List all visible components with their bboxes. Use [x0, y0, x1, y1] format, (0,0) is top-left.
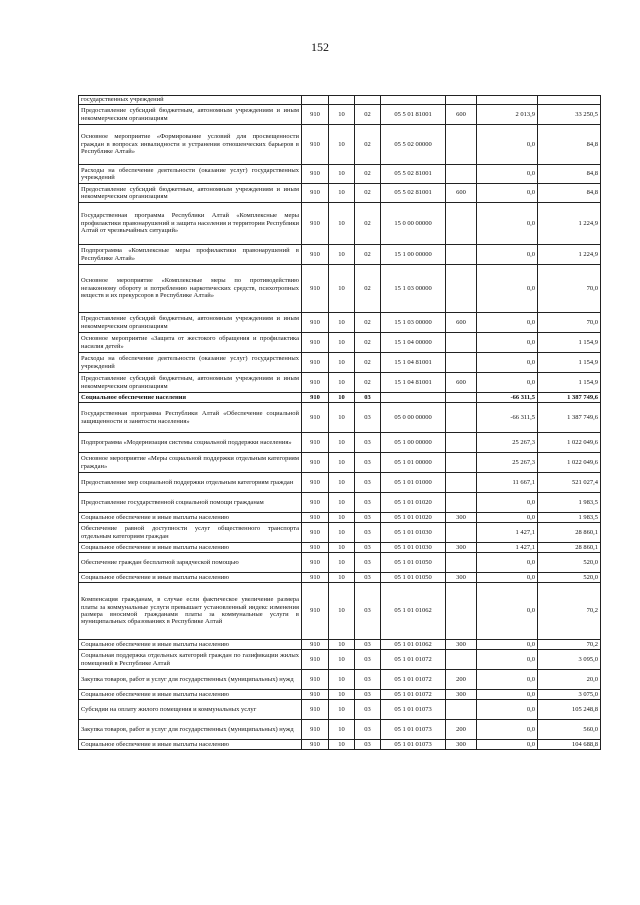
section-code-cell: 10	[329, 473, 355, 493]
ministry-code-cell: 910	[302, 700, 329, 720]
total-amount-cell: 520,0	[538, 553, 601, 573]
target-article-cell: 05 1 01 01000	[381, 473, 446, 493]
row-name-cell: Закупка товаров, работ и услуг для государственных (муниципальных) нужд	[79, 720, 302, 740]
expense-type-cell: 300	[446, 690, 477, 700]
table-row	[79, 313, 601, 333]
expense-type-cell: 600	[446, 184, 477, 203]
ministry-code-cell: 910	[302, 670, 329, 690]
section-code-cell: 10	[329, 433, 355, 453]
ministry-code-cell: 910	[302, 640, 329, 650]
expense-type-cell: 600	[446, 105, 477, 125]
target-article-cell: 05 0 00 00000	[381, 403, 446, 433]
table-row	[79, 543, 601, 553]
change-amount-cell: 0,0	[477, 583, 538, 640]
section-code-cell: 10	[329, 513, 355, 523]
table-body	[79, 96, 601, 750]
target-article-cell: 05 1 01 01072	[381, 670, 446, 690]
row-name-cell: Предоставление государственной социальной помощи гражданам	[79, 493, 302, 513]
table-row	[79, 720, 601, 740]
target-article-cell: 05 5 02 81001	[381, 184, 446, 203]
ministry-code-cell: 910	[302, 184, 329, 203]
ministry-code-cell: 910	[302, 543, 329, 553]
ministry-code-cell: 910	[302, 245, 329, 265]
expense-type-cell: 600	[446, 373, 477, 393]
target-article-cell: 05 1 01 01072	[381, 690, 446, 700]
target-article-cell: 15 1 00 00000	[381, 245, 446, 265]
section-code-cell: 10	[329, 523, 355, 543]
row-name-cell: Обеспечение граждан бесплатной зарядческой помощью	[79, 553, 302, 573]
expense-type-cell: 300	[446, 740, 477, 750]
change-amount-cell: 0,0	[477, 740, 538, 750]
expense-type-cell	[446, 96, 477, 105]
ministry-code-cell: 910	[302, 553, 329, 573]
target-article-cell: 15 0 00 00000	[381, 203, 446, 245]
subsection-code-cell: 03	[355, 513, 381, 523]
subsection-code-cell: 03	[355, 403, 381, 433]
section-code-cell: 10	[329, 650, 355, 670]
expense-type-cell	[446, 583, 477, 640]
expense-type-cell	[446, 245, 477, 265]
table-row	[79, 105, 601, 125]
target-article-cell: 05 1 01 01050	[381, 573, 446, 583]
section-code-cell: 10	[329, 583, 355, 640]
subsection-code-cell: 02	[355, 313, 381, 333]
ministry-code-cell: 910	[302, 720, 329, 740]
subsection-code-cell: 03	[355, 433, 381, 453]
subsection-code-cell: 03	[355, 700, 381, 720]
table-row	[79, 513, 601, 523]
ministry-code-cell: 910	[302, 403, 329, 433]
subsection-code-cell: 03	[355, 640, 381, 650]
row-name-cell: Субсидии на оплату жилого помещения и коммунальных услуг	[79, 700, 302, 720]
target-article-cell: 05 1 01 01030	[381, 523, 446, 543]
table-row	[79, 670, 601, 690]
section-code-cell: 10	[329, 690, 355, 700]
change-amount-cell: 11 667,1	[477, 473, 538, 493]
target-article-cell: 15 1 03 00000	[381, 265, 446, 313]
expense-type-cell	[446, 493, 477, 513]
change-amount-cell: 0,0	[477, 640, 538, 650]
change-amount-cell: 0,0	[477, 513, 538, 523]
table-row	[79, 373, 601, 393]
ministry-code-cell: 910	[302, 650, 329, 670]
expense-type-cell	[446, 125, 477, 165]
target-article-cell: 05 1 01 01050	[381, 553, 446, 573]
ministry-code-cell: 910	[302, 433, 329, 453]
change-amount-cell: 2 013,9	[477, 105, 538, 125]
ministry-code-cell: 910	[302, 573, 329, 583]
table-row	[79, 433, 601, 453]
total-amount-cell: 1 022 049,6	[538, 433, 601, 453]
ministry-code-cell: 910	[302, 333, 329, 353]
section-code-cell: 10	[329, 493, 355, 513]
total-amount-cell: 1 154,9	[538, 353, 601, 373]
table-row	[79, 690, 601, 700]
section-code-cell: 10	[329, 165, 355, 184]
ministry-code-cell: 910	[302, 373, 329, 393]
row-name-cell: Предоставление субсидий бюджетным, автономным учреждениям и иным некоммерческим организациям	[79, 313, 302, 333]
ministry-code-cell: 910	[302, 165, 329, 184]
section-code-cell: 10	[329, 333, 355, 353]
table-row	[79, 650, 601, 670]
total-amount-cell: 1 154,9	[538, 333, 601, 353]
section-code-cell: 10	[329, 700, 355, 720]
change-amount-cell: 0,0	[477, 573, 538, 583]
subsection-code-cell: 03	[355, 473, 381, 493]
row-name-cell: Расходы на обеспечение деятельности (оказание услуг) государственных учреждений	[79, 353, 302, 373]
expense-type-cell	[446, 650, 477, 670]
ministry-code-cell: 910	[302, 513, 329, 523]
change-amount-cell: -66 311,5	[477, 393, 538, 403]
total-amount-cell: 33 250,5	[538, 105, 601, 125]
change-amount-cell: 0,0	[477, 265, 538, 313]
section-code-cell: 10	[329, 313, 355, 333]
expense-type-cell	[446, 433, 477, 453]
change-amount-cell: 0,0	[477, 553, 538, 573]
subsection-code-cell: 03	[355, 573, 381, 583]
total-amount-cell: 1 387 749,6	[538, 403, 601, 433]
expense-type-cell	[446, 553, 477, 573]
section-code-cell: 10	[329, 184, 355, 203]
subsection-code-cell: 02	[355, 333, 381, 353]
change-amount-cell: 0,0	[477, 203, 538, 245]
target-article-cell: 05 1 01 01073	[381, 700, 446, 720]
row-name-cell: Закупка товаров, работ и услуг для государственных (муниципальных) нужд	[79, 670, 302, 690]
ministry-code-cell: 910	[302, 203, 329, 245]
change-amount-cell	[477, 96, 538, 105]
table-row	[79, 473, 601, 493]
row-name-cell: Основное мероприятие «Формирование условий для просвещенности граждан в вопросах инвалидности и устранения отношенческих барьеров в Республике Алтай»	[79, 125, 302, 165]
total-amount-cell: 70,0	[538, 265, 601, 313]
expense-type-cell: 300	[446, 640, 477, 650]
subsection-code-cell: 03	[355, 553, 381, 573]
total-amount-cell: 104 688,8	[538, 740, 601, 750]
subsection-code-cell: 03	[355, 720, 381, 740]
subsection-code-cell: 03	[355, 393, 381, 403]
target-article-cell	[381, 393, 446, 403]
change-amount-cell: 0,0	[477, 720, 538, 740]
ministry-code-cell: 910	[302, 523, 329, 543]
ministry-code-cell: 910	[302, 583, 329, 640]
ministry-code-cell: 910	[302, 493, 329, 513]
target-article-cell: 05 1 01 00000	[381, 453, 446, 473]
expense-type-cell	[446, 473, 477, 493]
target-article-cell: 15 1 04 81001	[381, 353, 446, 373]
total-amount-cell: 105 248,8	[538, 700, 601, 720]
row-name-cell: Основное мероприятие «Комплексные меры по противодействию незаконному обороту и потреблению наркотических средств, психотропных веществ и их прекурсоров в Республике Алтай»	[79, 265, 302, 313]
section-code-cell: 10	[329, 265, 355, 313]
subsection-code-cell: 03	[355, 543, 381, 553]
change-amount-cell: -66 311,5	[477, 403, 538, 433]
table-row	[79, 493, 601, 513]
section-code-cell	[329, 96, 355, 105]
table-row	[79, 553, 601, 573]
row-name-cell: Социальное обеспечение и иные выплаты населению	[79, 740, 302, 750]
table-row	[79, 640, 601, 650]
subsection-code-cell: 02	[355, 203, 381, 245]
target-article-cell: 05 1 01 01073	[381, 720, 446, 740]
expense-type-cell: 200	[446, 720, 477, 740]
subsection-code-cell: 02	[355, 184, 381, 203]
row-name-cell: Государственная программа Республики Алтай «Комплексные меры профилактики правонарушений и защита населения и территории Республики Алтай от чрезвычайных ситуаций»	[79, 203, 302, 245]
total-amount-cell: 28 860,1	[538, 523, 601, 543]
target-article-cell: 05 1 01 01062	[381, 583, 446, 640]
change-amount-cell: 25 267,3	[477, 433, 538, 453]
target-article-cell: 05 1 01 01073	[381, 740, 446, 750]
ministry-code-cell	[302, 96, 329, 105]
change-amount-cell: 0,0	[477, 313, 538, 333]
row-name-cell: Социальное обеспечение и иные выплаты населению	[79, 640, 302, 650]
row-name-cell: Предоставление мер социальной поддержки отдельным категориям граждан	[79, 473, 302, 493]
table-row	[79, 700, 601, 720]
total-amount-cell: 1 022 049,6	[538, 453, 601, 473]
expense-type-cell: 300	[446, 543, 477, 553]
expense-type-cell	[446, 203, 477, 245]
section-code-cell: 10	[329, 670, 355, 690]
total-amount-cell: 84,8	[538, 125, 601, 165]
target-article-cell: 05 5 02 81001	[381, 165, 446, 184]
row-name-cell: Социальное обеспечение населения	[79, 393, 302, 403]
subsection-code-cell: 03	[355, 453, 381, 473]
expense-type-cell	[446, 453, 477, 473]
table-row	[79, 265, 601, 313]
total-amount-cell: 20,0	[538, 670, 601, 690]
section-code-cell: 10	[329, 553, 355, 573]
total-amount-cell: 70,0	[538, 313, 601, 333]
target-article-cell: 05 1 01 01030	[381, 543, 446, 553]
total-amount-cell: 1 154,9	[538, 373, 601, 393]
subsection-code-cell	[355, 96, 381, 105]
ministry-code-cell: 910	[302, 473, 329, 493]
expense-type-cell: 600	[446, 313, 477, 333]
change-amount-cell: 0,0	[477, 690, 538, 700]
subsection-code-cell: 02	[355, 265, 381, 313]
total-amount-cell: 84,8	[538, 165, 601, 184]
change-amount-cell: 25 267,3	[477, 453, 538, 473]
target-article-cell: 15 1 03 00000	[381, 313, 446, 333]
total-amount-cell	[538, 96, 601, 105]
table-row	[79, 203, 601, 245]
change-amount-cell: 1 427,1	[477, 523, 538, 543]
table-row	[79, 96, 601, 105]
table-row	[79, 165, 601, 184]
change-amount-cell: 0,0	[477, 125, 538, 165]
section-code-cell: 10	[329, 740, 355, 750]
table-row	[79, 245, 601, 265]
total-amount-cell: 1 224,9	[538, 245, 601, 265]
section-code-cell: 10	[329, 203, 355, 245]
target-article-cell: 05 1 01 01062	[381, 640, 446, 650]
expense-type-cell	[446, 165, 477, 184]
target-article-cell: 05 1 00 00000	[381, 433, 446, 453]
target-article-cell: 05 1 01 01020	[381, 493, 446, 513]
table-row	[79, 393, 601, 403]
total-amount-cell: 3 095,0	[538, 650, 601, 670]
row-name-cell: Социальная поддержка отдельных категорий граждан по газификации жилых помещений в Республике Алтай	[79, 650, 302, 670]
ministry-code-cell: 910	[302, 105, 329, 125]
section-code-cell: 10	[329, 720, 355, 740]
subsection-code-cell: 02	[355, 373, 381, 393]
change-amount-cell: 0,0	[477, 373, 538, 393]
expense-type-cell: 300	[446, 513, 477, 523]
subsection-code-cell: 02	[355, 125, 381, 165]
target-article-cell: 05 1 01 01072	[381, 650, 446, 670]
subsection-code-cell: 02	[355, 105, 381, 125]
total-amount-cell: 521 027,4	[538, 473, 601, 493]
table-row	[79, 453, 601, 473]
ministry-code-cell: 910	[302, 313, 329, 333]
subsection-code-cell: 03	[355, 493, 381, 513]
target-article-cell: 15 1 04 00000	[381, 333, 446, 353]
change-amount-cell: 0,0	[477, 333, 538, 353]
row-name-cell: Государственная программа Республики Алтай «Обеспечение социальной защищенности и занятости населения»	[79, 403, 302, 433]
section-code-cell: 10	[329, 640, 355, 650]
target-article-cell	[381, 96, 446, 105]
total-amount-cell: 1 387 749,6	[538, 393, 601, 403]
section-code-cell: 10	[329, 353, 355, 373]
subsection-code-cell: 03	[355, 670, 381, 690]
target-article-cell: 05 5 02 00000	[381, 125, 446, 165]
change-amount-cell: 0,0	[477, 650, 538, 670]
expense-type-cell	[446, 523, 477, 543]
total-amount-cell: 520,0	[538, 573, 601, 583]
ministry-code-cell: 910	[302, 265, 329, 313]
change-amount-cell: 0,0	[477, 165, 538, 184]
change-amount-cell: 0,0	[477, 184, 538, 203]
table-row	[79, 740, 601, 750]
row-name-cell: Предоставление субсидий бюджетным, автономным учреждениям и иным некоммерческим организациям	[79, 184, 302, 203]
row-name-cell: Социальное обеспечение и иные выплаты населению	[79, 690, 302, 700]
total-amount-cell: 1 983,5	[538, 513, 601, 523]
section-code-cell: 10	[329, 245, 355, 265]
total-amount-cell: 70,2	[538, 640, 601, 650]
table-row	[79, 125, 601, 165]
section-code-cell: 10	[329, 393, 355, 403]
section-code-cell: 10	[329, 453, 355, 473]
row-name-cell: Обеспечение равной доступности услуг общественного транспорта отдельным категориям граждан	[79, 523, 302, 543]
row-name-cell: Социальное обеспечение и иные выплаты населению	[79, 543, 302, 553]
row-name-cell: Предоставление субсидий бюджетным, автономным учреждениям и иным некоммерческим организациям	[79, 105, 302, 125]
target-article-cell: 05 1 01 01020	[381, 513, 446, 523]
expense-type-cell	[446, 265, 477, 313]
ministry-code-cell: 910	[302, 353, 329, 373]
subsection-code-cell: 03	[355, 523, 381, 543]
subsection-code-cell: 03	[355, 650, 381, 670]
row-name-cell: Подпрограмма «Комплексные меры профилактики правонарушений в Республике Алтай»	[79, 245, 302, 265]
total-amount-cell: 560,0	[538, 720, 601, 740]
table-row	[79, 333, 601, 353]
total-amount-cell: 1 224,9	[538, 203, 601, 245]
subsection-code-cell: 02	[355, 245, 381, 265]
expense-type-cell	[446, 393, 477, 403]
table-row	[79, 353, 601, 373]
expense-type-cell	[446, 353, 477, 373]
section-code-cell: 10	[329, 573, 355, 583]
ministry-code-cell: 910	[302, 690, 329, 700]
expense-type-cell	[446, 403, 477, 433]
row-name-cell: Основное мероприятие «Защита от жестокого обращения и профилактика насилия детей»	[79, 333, 302, 353]
section-code-cell: 10	[329, 105, 355, 125]
ministry-code-cell: 910	[302, 393, 329, 403]
ministry-code-cell: 910	[302, 125, 329, 165]
table-row	[79, 583, 601, 640]
row-name-cell: Социальное обеспечение и иные выплаты населению	[79, 513, 302, 523]
expense-type-cell	[446, 700, 477, 720]
row-name-cell: Основное мероприятие «Меры социальной поддержки отдельным категориям граждан»	[79, 453, 302, 473]
total-amount-cell: 28 860,1	[538, 543, 601, 553]
expense-type-cell	[446, 333, 477, 353]
change-amount-cell: 1 427,1	[477, 543, 538, 553]
change-amount-cell: 0,0	[477, 700, 538, 720]
table-row	[79, 523, 601, 543]
row-name-cell: Предоставление субсидий бюджетным, автономным учреждениям и иным некоммерческим организациям	[79, 373, 302, 393]
section-code-cell: 10	[329, 403, 355, 433]
budget-table	[78, 95, 601, 750]
target-article-cell: 05 5 01 81001	[381, 105, 446, 125]
total-amount-cell: 3 075,0	[538, 690, 601, 700]
row-name-cell: Расходы на обеспечение деятельности (оказание услуг) государственных учреждений	[79, 165, 302, 184]
row-name-cell: Социальное обеспечение и иные выплаты населению	[79, 573, 302, 583]
expense-type-cell: 200	[446, 670, 477, 690]
subsection-code-cell: 03	[355, 740, 381, 750]
total-amount-cell: 1 983,5	[538, 493, 601, 513]
section-code-cell: 10	[329, 125, 355, 165]
subsection-code-cell: 03	[355, 583, 381, 640]
change-amount-cell: 0,0	[477, 670, 538, 690]
change-amount-cell: 0,0	[477, 245, 538, 265]
total-amount-cell: 70,2	[538, 583, 601, 640]
page-number: 152	[311, 40, 329, 54]
table-row	[79, 573, 601, 583]
subsection-code-cell: 02	[355, 165, 381, 184]
row-name-cell: государственных учреждений	[79, 96, 302, 105]
section-code-cell: 10	[329, 543, 355, 553]
subsection-code-cell: 02	[355, 353, 381, 373]
subsection-code-cell: 03	[355, 690, 381, 700]
row-name-cell: Компенсация гражданам, в случае если фактическое увеличение размера платы за коммунальные услуги превышает установленный индекс изменения размера вносимой гражданами платы за коммунальные услуги в муниципальных образованиях в Республике Алтай	[79, 583, 302, 640]
table-row	[79, 403, 601, 433]
expense-type-cell: 300	[446, 573, 477, 583]
table-row	[79, 184, 601, 203]
section-code-cell: 10	[329, 373, 355, 393]
total-amount-cell: 84,8	[538, 184, 601, 203]
change-amount-cell: 0,0	[477, 353, 538, 373]
change-amount-cell: 0,0	[477, 493, 538, 513]
row-name-cell: Подпрограмма «Модернизация системы социальной поддержки населения»	[79, 433, 302, 453]
ministry-code-cell: 910	[302, 740, 329, 750]
target-article-cell: 15 1 04 81001	[381, 373, 446, 393]
ministry-code-cell: 910	[302, 453, 329, 473]
